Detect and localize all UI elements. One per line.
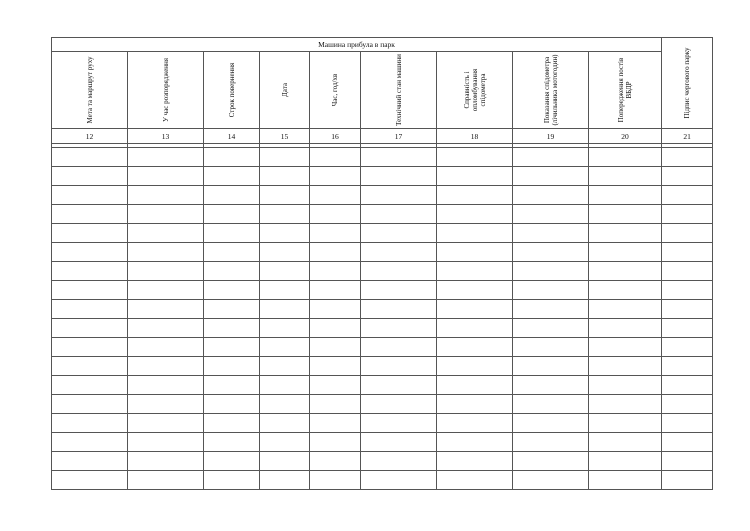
table-cell[interactable] <box>589 186 662 205</box>
table-cell[interactable] <box>589 395 662 414</box>
table-cell[interactable] <box>52 471 128 490</box>
table-cell[interactable] <box>662 186 713 205</box>
table-cell[interactable] <box>310 414 361 433</box>
table-cell[interactable] <box>260 262 310 281</box>
col-header-15 <box>260 52 310 129</box>
table-cell[interactable] <box>204 281 260 300</box>
table-cell[interactable] <box>361 224 437 243</box>
table-cell[interactable] <box>204 300 260 319</box>
table-cell[interactable] <box>589 205 662 224</box>
table-cell[interactable] <box>52 205 128 224</box>
table-cell[interactable] <box>437 262 513 281</box>
col-header-14 <box>204 52 260 129</box>
table-cell[interactable] <box>52 357 128 376</box>
col-header-label: Строк повернення <box>227 62 236 118</box>
table-cell[interactable] <box>310 376 361 395</box>
col-number: 21 <box>662 129 713 144</box>
table-cell[interactable] <box>513 414 589 433</box>
col-number: 20 <box>589 129 662 144</box>
table-cell[interactable] <box>128 395 204 414</box>
table-cell[interactable] <box>513 167 589 186</box>
table-cell[interactable] <box>128 300 204 319</box>
table-cell[interactable] <box>662 395 713 414</box>
table-cell[interactable] <box>662 471 713 490</box>
table-cell[interactable] <box>128 167 204 186</box>
table-cell[interactable] <box>204 433 260 452</box>
table-cell[interactable] <box>310 167 361 186</box>
table-cell[interactable] <box>361 186 437 205</box>
table-cell[interactable] <box>361 395 437 414</box>
table-cell[interactable] <box>204 148 260 167</box>
table-cell[interactable] <box>52 224 128 243</box>
table-cell[interactable] <box>128 357 204 376</box>
table-cell[interactable] <box>437 376 513 395</box>
table-cell[interactable] <box>260 357 310 376</box>
table-cell[interactable] <box>52 186 128 205</box>
table-cell[interactable] <box>310 338 361 357</box>
col-header-label: У час розпорядження <box>161 57 170 123</box>
table-row <box>52 262 713 281</box>
table-cell[interactable] <box>437 186 513 205</box>
table-cell[interactable] <box>361 433 437 452</box>
table-cell[interactable] <box>128 281 204 300</box>
table-cell[interactable] <box>513 319 589 338</box>
table-cell[interactable] <box>52 395 128 414</box>
table-row <box>52 300 713 319</box>
table-row <box>52 205 713 224</box>
col-header-label: Справність і опломбування спідометра <box>462 68 487 112</box>
col-number: 16 <box>310 129 361 144</box>
table-cell[interactable] <box>589 262 662 281</box>
table-cell[interactable] <box>662 452 713 471</box>
col-header-17 <box>361 52 437 129</box>
table-row <box>52 433 713 452</box>
table-cell[interactable] <box>310 281 361 300</box>
table-row <box>52 395 713 414</box>
table-cell[interactable] <box>589 148 662 167</box>
col-header-16 <box>310 52 361 129</box>
table-row <box>52 338 713 357</box>
table-cell[interactable] <box>128 471 204 490</box>
table-cell[interactable] <box>589 357 662 376</box>
table-cell[interactable] <box>361 414 437 433</box>
table-cell[interactable] <box>589 281 662 300</box>
table-row <box>52 376 713 395</box>
table-cell[interactable] <box>52 433 128 452</box>
table-cell[interactable] <box>437 281 513 300</box>
table-cell[interactable] <box>513 281 589 300</box>
table-cell[interactable] <box>310 357 361 376</box>
table-cell[interactable] <box>589 224 662 243</box>
table-cell[interactable] <box>361 338 437 357</box>
table-row <box>52 186 713 205</box>
table-cell[interactable] <box>589 300 662 319</box>
table-cell[interactable] <box>589 319 662 338</box>
table-cell[interactable] <box>310 395 361 414</box>
col-number: 18 <box>437 129 513 144</box>
table-cell[interactable] <box>260 186 310 205</box>
table-cell[interactable] <box>361 148 437 167</box>
table-cell[interactable] <box>260 205 310 224</box>
table-cell[interactable] <box>204 395 260 414</box>
table-row <box>52 471 713 490</box>
signature-header: Підпис чергового парку <box>683 47 692 119</box>
col-header-label: Попередження постів ВБДР <box>617 57 634 123</box>
table-cell[interactable] <box>513 395 589 414</box>
table-cell[interactable] <box>204 262 260 281</box>
table-cell[interactable] <box>361 376 437 395</box>
table-row <box>52 319 713 338</box>
table-cell[interactable] <box>128 205 204 224</box>
table-cell[interactable] <box>662 414 713 433</box>
table-cell[interactable] <box>662 376 713 395</box>
table-row <box>52 148 713 167</box>
table-cell[interactable] <box>437 357 513 376</box>
table-cell[interactable] <box>260 281 310 300</box>
table-cell[interactable] <box>260 300 310 319</box>
table-cell[interactable] <box>361 357 437 376</box>
table-cell[interactable] <box>260 319 310 338</box>
table-cell[interactable] <box>437 452 513 471</box>
table-cell[interactable] <box>52 376 128 395</box>
column-number-row <box>52 129 713 144</box>
table-cell[interactable] <box>589 243 662 262</box>
col-header-label: Дата <box>280 83 289 97</box>
table-cell[interactable] <box>260 243 310 262</box>
table-cell[interactable] <box>204 414 260 433</box>
table-cell[interactable] <box>204 338 260 357</box>
table-cell[interactable] <box>437 338 513 357</box>
table-cell[interactable] <box>662 338 713 357</box>
table-cell[interactable] <box>589 376 662 395</box>
table-cell[interactable] <box>361 300 437 319</box>
table-cell[interactable] <box>662 319 713 338</box>
table-cell[interactable] <box>52 281 128 300</box>
table-cell[interactable] <box>310 148 361 167</box>
table-cell[interactable] <box>204 471 260 490</box>
signature-header-cell <box>662 38 713 129</box>
table-cell[interactable] <box>260 167 310 186</box>
table-cell[interactable] <box>361 281 437 300</box>
table-cell[interactable] <box>52 414 128 433</box>
col-header-label: Мета та маршрут руху <box>85 56 94 124</box>
table-cell[interactable] <box>128 186 204 205</box>
table-cell[interactable] <box>204 319 260 338</box>
vehicle-log-table <box>51 37 713 490</box>
table-cell[interactable] <box>52 148 128 167</box>
table-cell[interactable] <box>310 433 361 452</box>
table-cell[interactable] <box>260 338 310 357</box>
col-header-19 <box>513 52 589 129</box>
table-cell[interactable] <box>204 167 260 186</box>
table-cell[interactable] <box>361 167 437 186</box>
table-cell[interactable] <box>260 433 310 452</box>
table-cell[interactable] <box>310 319 361 338</box>
col-header-20 <box>589 52 662 129</box>
table-cell[interactable] <box>260 376 310 395</box>
col-header-13 <box>128 52 204 129</box>
table-cell[interactable] <box>204 357 260 376</box>
table-cell[interactable] <box>310 262 361 281</box>
table-cell[interactable] <box>437 319 513 338</box>
table-cell[interactable] <box>204 205 260 224</box>
table-cell[interactable] <box>310 205 361 224</box>
table-cell[interactable] <box>204 376 260 395</box>
table-cell[interactable] <box>437 243 513 262</box>
table-cell[interactable] <box>52 243 128 262</box>
table-cell[interactable] <box>310 186 361 205</box>
table-cell[interactable] <box>361 452 437 471</box>
table-cell[interactable] <box>128 338 204 357</box>
table-cell[interactable] <box>662 300 713 319</box>
table-cell[interactable] <box>437 395 513 414</box>
table-cell[interactable] <box>662 224 713 243</box>
table-cell[interactable] <box>437 148 513 167</box>
table-cell[interactable] <box>513 300 589 319</box>
table-cell[interactable] <box>128 414 204 433</box>
table-cell[interactable] <box>128 224 204 243</box>
table-cell[interactable] <box>437 205 513 224</box>
table-cell[interactable] <box>310 471 361 490</box>
table-cell[interactable] <box>260 148 310 167</box>
table-cell[interactable] <box>52 300 128 319</box>
table-cell[interactable] <box>310 224 361 243</box>
table-cell[interactable] <box>513 357 589 376</box>
table-cell[interactable] <box>513 471 589 490</box>
table-cell[interactable] <box>128 452 204 471</box>
table-cell[interactable] <box>128 148 204 167</box>
table-row <box>52 243 713 262</box>
table-cell[interactable] <box>204 224 260 243</box>
table-cell[interactable] <box>437 167 513 186</box>
table-row <box>52 357 713 376</box>
table-cell[interactable] <box>662 167 713 186</box>
table-cell[interactable] <box>128 243 204 262</box>
table-cell[interactable] <box>128 433 204 452</box>
col-number: 17 <box>361 129 437 144</box>
col-header-18 <box>437 52 513 129</box>
table-row <box>52 414 713 433</box>
table-cell[interactable] <box>513 433 589 452</box>
table-cell[interactable] <box>260 471 310 490</box>
table-cell[interactable] <box>52 167 128 186</box>
table-cell[interactable] <box>437 471 513 490</box>
table-row <box>52 167 713 186</box>
table-cell[interactable] <box>513 186 589 205</box>
table-cell[interactable] <box>662 262 713 281</box>
table-cell[interactable] <box>662 243 713 262</box>
table-cell[interactable] <box>662 281 713 300</box>
table-cell[interactable] <box>589 433 662 452</box>
table-cell[interactable] <box>437 414 513 433</box>
table-cell[interactable] <box>310 243 361 262</box>
table-cell[interactable] <box>52 452 128 471</box>
table-cell[interactable] <box>310 452 361 471</box>
col-number: 13 <box>128 129 204 144</box>
col-header-label: Час, год/хв <box>331 73 339 107</box>
group-title: Машина прибула в парк <box>52 38 662 52</box>
table-cell[interactable] <box>128 319 204 338</box>
table-cell[interactable] <box>260 395 310 414</box>
table-row <box>52 224 713 243</box>
table-cell[interactable] <box>361 205 437 224</box>
col-number: 19 <box>513 129 589 144</box>
table-cell[interactable] <box>589 452 662 471</box>
table-cell[interactable] <box>52 338 128 357</box>
col-header-label: Технічний стан машини <box>394 54 403 126</box>
table-cell[interactable] <box>361 319 437 338</box>
table-cell[interactable] <box>437 433 513 452</box>
col-header-label: Показання спідометра (лічильника мотогодин) <box>542 54 559 126</box>
table-cell[interactable] <box>260 452 310 471</box>
table-cell[interactable] <box>513 338 589 357</box>
table-cell[interactable] <box>589 167 662 186</box>
col-header-12 <box>52 52 128 129</box>
table-cell[interactable] <box>52 262 128 281</box>
table-cell[interactable] <box>128 376 204 395</box>
table-cell[interactable] <box>361 262 437 281</box>
table-row <box>52 281 713 300</box>
table-cell[interactable] <box>662 433 713 452</box>
table-cell[interactable] <box>513 452 589 471</box>
table-cell[interactable] <box>361 471 437 490</box>
table-cell[interactable] <box>662 148 713 167</box>
table-cell[interactable] <box>310 300 361 319</box>
table-cell[interactable] <box>513 224 589 243</box>
table-cell[interactable] <box>589 471 662 490</box>
table-cell[interactable] <box>513 376 589 395</box>
table-cell[interactable] <box>52 319 128 338</box>
table-cell[interactable] <box>513 243 589 262</box>
table-cell[interactable] <box>437 224 513 243</box>
table-cell[interactable] <box>513 148 589 167</box>
table-cell[interactable] <box>513 205 589 224</box>
table-cell[interactable] <box>128 262 204 281</box>
table-cell[interactable] <box>204 452 260 471</box>
table-cell[interactable] <box>513 262 589 281</box>
table-cell[interactable] <box>260 414 310 433</box>
table-cell[interactable] <box>662 205 713 224</box>
table-cell[interactable] <box>260 224 310 243</box>
table-cell[interactable] <box>204 186 260 205</box>
col-number: 15 <box>260 129 310 144</box>
table-cell[interactable] <box>589 338 662 357</box>
table-row <box>52 452 713 471</box>
table-cell[interactable] <box>662 357 713 376</box>
table-cell[interactable] <box>437 300 513 319</box>
table-cell[interactable] <box>204 243 260 262</box>
table-cell[interactable] <box>589 414 662 433</box>
col-number: 12 <box>52 129 128 144</box>
table-cell[interactable] <box>361 243 437 262</box>
col-number: 14 <box>204 129 260 144</box>
